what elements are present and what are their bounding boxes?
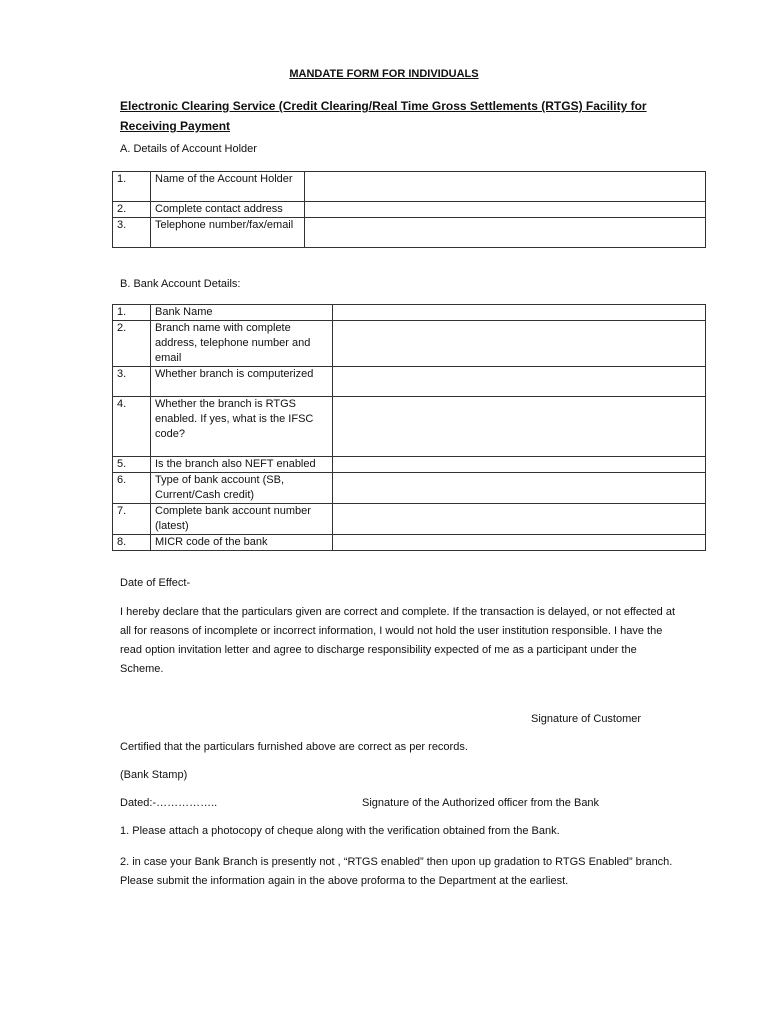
section-b-heading: B. Bank Account Details:: [120, 278, 241, 290]
declaration-paragraph: I hereby declare that the particulars given are correct and complete. If the transaction is delayed, or not effected at all for reasons of incomplete or incorrect information, I would not hold the user institution responsible. I have the read option invitation letter and agree to discharge responsibility expected of me as a participant under the Scheme.: [120, 606, 676, 675]
row-number: 3.: [113, 218, 151, 248]
account-holder-name-field[interactable]: [305, 172, 706, 202]
dated-field: Dated:-……………..: [120, 797, 218, 809]
account-number-field[interactable]: [333, 504, 706, 535]
note-2: 2. in case your Bank Branch is presently not , “RTGS enabled” then upon up gradation to RTGS Enabled” branch. Please submit the information again in the above proforma to the Department at the earliest.: [120, 856, 673, 887]
row-number: 2.: [113, 321, 151, 367]
row-label: Branch name with complete address, telephone number and email: [151, 321, 333, 367]
account-type-field[interactable]: [333, 473, 706, 504]
row-number: 1.: [113, 172, 151, 202]
micr-code-field[interactable]: [333, 535, 706, 551]
row-label: Bank Name: [151, 305, 333, 321]
rtgs-ifsc-field[interactable]: [333, 397, 706, 457]
table-row: [113, 397, 706, 457]
row-label: Complete contact address: [151, 202, 305, 218]
row-label: Name of the Account Holder: [151, 172, 305, 202]
row-number: 1.: [113, 305, 151, 321]
row-label: Telephone number/fax/email: [151, 218, 305, 248]
row-number: 7.: [113, 504, 151, 535]
table-row: [113, 218, 706, 248]
bank-details-table: [112, 304, 706, 551]
bank-name-field[interactable]: [333, 305, 706, 321]
row-number: 6.: [113, 473, 151, 504]
row-number: 5.: [113, 457, 151, 473]
table-row: [113, 172, 706, 202]
table-row: [113, 473, 706, 504]
branch-name-field[interactable]: [333, 321, 706, 367]
contact-address-field[interactable]: [305, 202, 706, 218]
certification-statement: Certified that the particulars furnished above are correct as per records.: [120, 741, 468, 753]
officer-signature-label: Signature of the Authorized officer from the Bank: [362, 797, 600, 809]
row-label: Whether the branch is RTGS enabled. If yes, what is the IFSC code?: [151, 397, 333, 457]
row-number: 3.: [113, 367, 151, 397]
table-row: [113, 367, 706, 397]
computerized-field[interactable]: [333, 367, 706, 397]
row-label: Is the branch also NEFT enabled: [151, 457, 333, 473]
row-label: Whether branch is computerized: [151, 367, 333, 397]
form-subtitle: Electronic Clearing Service (Credit Clearing/Real Time Gross Settlements (RTGS) Facility for Receiving Payment: [120, 99, 647, 133]
telephone-field[interactable]: [305, 218, 706, 248]
table-row: [113, 305, 706, 321]
form-title: MANDATE FORM FOR INDIVIDUALS: [289, 68, 479, 80]
bank-stamp-label: (Bank Stamp): [120, 769, 188, 781]
table-row: [113, 457, 706, 473]
row-label: MICR code of the bank: [151, 535, 333, 551]
customer-signature-label: Signature of Customer: [531, 713, 642, 725]
section-a-heading: A. Details of Account Holder: [120, 143, 257, 155]
date-of-effect-label: Date of Effect-: [120, 577, 191, 589]
account-holder-table: [112, 171, 706, 248]
table-row: [113, 504, 706, 535]
row-label: Complete bank account number (latest): [151, 504, 333, 535]
table-row: [113, 321, 706, 367]
row-number: 8.: [113, 535, 151, 551]
row-number: 2.: [113, 202, 151, 218]
row-label: Type of bank account (SB, Current/Cash credit): [151, 473, 333, 504]
neft-field[interactable]: [333, 457, 706, 473]
table-row: [113, 202, 706, 218]
note-1: 1. Please attach a photocopy of cheque along with the verification obtained from the Bank.: [120, 825, 560, 837]
table-row: [113, 535, 706, 551]
row-number: 4.: [113, 397, 151, 457]
